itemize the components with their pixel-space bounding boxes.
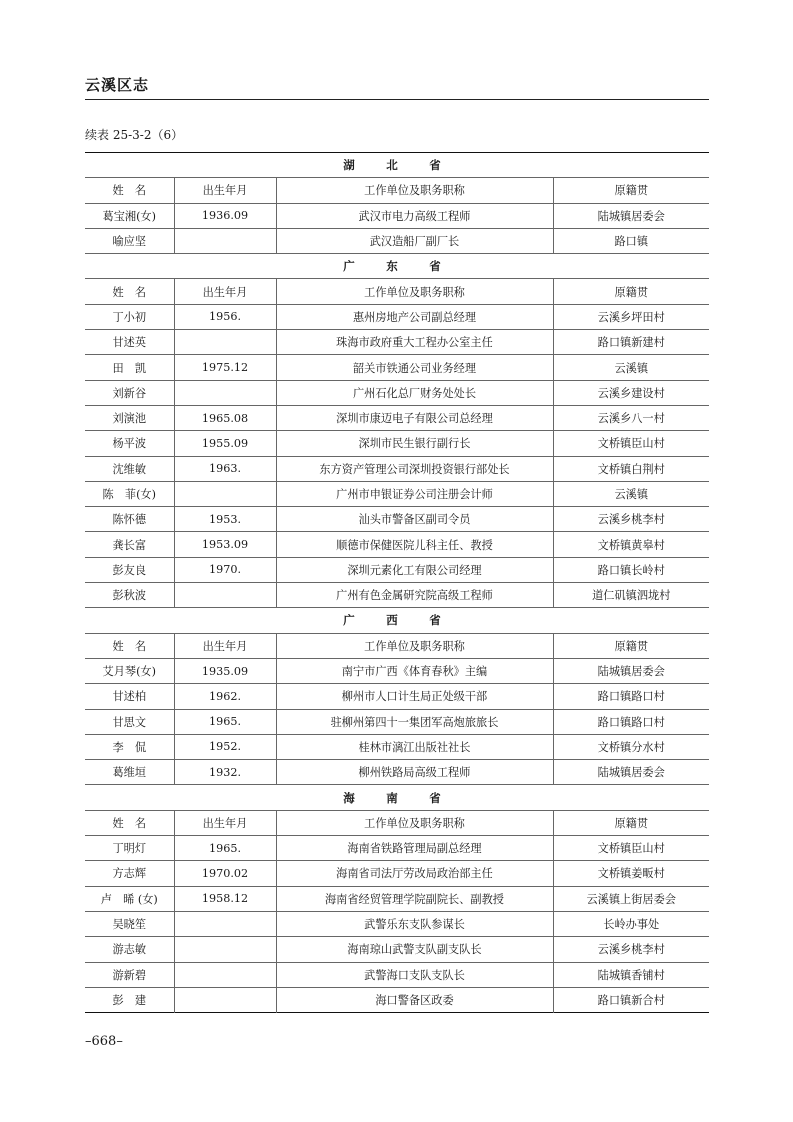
- cell-name: 杨平波: [85, 431, 174, 456]
- cell-workplace-title: 惠州房地产公司副总经理: [276, 304, 553, 329]
- cell-birth: 1953.09: [174, 532, 276, 557]
- table-row: [85, 709, 709, 734]
- cell-birth: 1958.12: [174, 886, 276, 911]
- cell-name: 艾月琴(女): [85, 658, 174, 683]
- cell-native-place: 文桥镇黄皋村: [553, 532, 709, 557]
- cell-workplace-title: 驻柳州第四十一集团军高炮旅旅长: [276, 709, 553, 734]
- province-section-row: [85, 608, 709, 633]
- province-name: 海 南 省: [85, 785, 709, 810]
- cell-workplace-title: 南宁市广西《体育春秋》主编: [276, 658, 553, 683]
- cell-birth: [174, 380, 276, 405]
- running-head: 云溪区志: [85, 76, 150, 94]
- cell-birth: 1970.: [174, 557, 276, 582]
- cell-name: 彭秋波: [85, 583, 174, 608]
- page-number: –668–: [85, 1034, 123, 1049]
- cell-workplace-title: 柳州市人口计生局正处级干部: [276, 684, 553, 709]
- table-row: [85, 456, 709, 481]
- cell-native-place: 文桥镇白荆村: [553, 456, 709, 481]
- cell-native-place: 陆城镇居委会: [553, 203, 709, 228]
- cell-native-place: 云溪乡桃李村: [553, 937, 709, 962]
- personnel-table: [85, 152, 709, 1013]
- cell-birth: [174, 330, 276, 355]
- table-row: [85, 911, 709, 936]
- column-header-row: [85, 178, 709, 203]
- header-name: 姓 名: [85, 178, 174, 203]
- province-name: 广 西 省: [85, 608, 709, 633]
- column-header-row: [85, 633, 709, 658]
- cell-native-place: 文桥镇姜畈村: [553, 861, 709, 886]
- table-row: [85, 228, 709, 253]
- table-row: [85, 987, 709, 1012]
- cell-workplace-title: 海南省经贸管理学院副院长、副教授: [276, 886, 553, 911]
- table-row: [85, 886, 709, 911]
- province-section-row: [85, 254, 709, 279]
- cell-workplace-title: 广州石化总厂财务处处长: [276, 380, 553, 405]
- cell-name: 甘述柏: [85, 684, 174, 709]
- cell-name: 彭友良: [85, 557, 174, 582]
- cell-native-place: 路口镇新建村: [553, 330, 709, 355]
- cell-birth: 1936.09: [174, 203, 276, 228]
- cell-workplace-title: 海南省铁路管理局副总经理: [276, 836, 553, 861]
- cell-native-place: 路口镇: [553, 228, 709, 253]
- cell-birth: [174, 583, 276, 608]
- table-row: [85, 760, 709, 785]
- cell-workplace-title: 广州有色金属研究院高级工程师: [276, 583, 553, 608]
- table-row: [85, 405, 709, 430]
- cell-name: 葛维垣: [85, 760, 174, 785]
- table-row: [85, 734, 709, 759]
- cell-workplace-title: 珠海市政府重大工程办公室主任: [276, 330, 553, 355]
- table-row: [85, 431, 709, 456]
- cell-workplace-title: 顺德市保健医院儿科主任、教授: [276, 532, 553, 557]
- header-name: 姓 名: [85, 279, 174, 304]
- table-row: [85, 937, 709, 962]
- header-native-place: 原籍贯: [553, 633, 709, 658]
- cell-birth: 1965.: [174, 709, 276, 734]
- cell-name: 甘思文: [85, 709, 174, 734]
- cell-name: 田 凯: [85, 355, 174, 380]
- cell-name: 刘演池: [85, 405, 174, 430]
- cell-native-place: 文桥镇臣山村: [553, 836, 709, 861]
- cell-native-place: 路口镇新合村: [553, 987, 709, 1012]
- cell-native-place: 文桥镇分水村: [553, 734, 709, 759]
- cell-birth: 1935.09: [174, 658, 276, 683]
- cell-birth: 1965.: [174, 836, 276, 861]
- cell-name: 陈 菲(女): [85, 481, 174, 506]
- cell-name: 卢 晞 (女): [85, 886, 174, 911]
- cell-workplace-title: 海口警备区政委: [276, 987, 553, 1012]
- cell-birth: [174, 937, 276, 962]
- cell-native-place: 云溪乡八一村: [553, 405, 709, 430]
- table-row: [85, 658, 709, 683]
- cell-native-place: 道仁矶镇泗垅村: [553, 583, 709, 608]
- province-name: 湖 北 省: [343, 158, 451, 173]
- cell-birth: 1975.12: [174, 355, 276, 380]
- cell-birth: 1953.: [174, 507, 276, 532]
- table-row: [85, 532, 709, 557]
- cell-native-place: 路口镇长岭村: [553, 557, 709, 582]
- province-name: 广 东 省: [85, 254, 709, 279]
- province-section-row: [85, 153, 709, 178]
- table-row: [85, 330, 709, 355]
- header-name: 姓 名: [85, 810, 174, 835]
- cell-name: 甘述英: [85, 330, 174, 355]
- column-header-row: [85, 810, 709, 835]
- header-birth: 出生年月: [174, 178, 276, 203]
- table-row: [85, 836, 709, 861]
- cell-name: 彭 建: [85, 987, 174, 1012]
- cell-name: 刘新谷: [85, 380, 174, 405]
- cell-workplace-title: 东方资产管理公司深圳投资银行部处长: [276, 456, 553, 481]
- table-row: [85, 684, 709, 709]
- cell-workplace-title: 桂林市漓江出版社社长: [276, 734, 553, 759]
- cell-name: 方志辉: [85, 861, 174, 886]
- cell-name: 陈怀德: [85, 507, 174, 532]
- cell-workplace-title: 武警海口支队支队长: [276, 962, 553, 987]
- cell-workplace-title: 广州市申银证券公司注册会计师: [276, 481, 553, 506]
- column-header-row: [85, 279, 709, 304]
- cell-birth: 1932.: [174, 760, 276, 785]
- cell-name: 葛宝湘(女): [85, 203, 174, 228]
- cell-workplace-title: 武汉市电力高级工程师: [276, 203, 553, 228]
- header-native-place: 原籍贯: [553, 810, 709, 835]
- cell-birth: 1970.02: [174, 861, 276, 886]
- header-birth: 出生年月: [174, 279, 276, 304]
- table-row: [85, 962, 709, 987]
- cell-name: 龚长富: [85, 532, 174, 557]
- header-workplace-title: 工作单位及职务职称: [276, 279, 553, 304]
- cell-native-place: 陆城镇居委会: [553, 658, 709, 683]
- cell-native-place: 云溪镇: [553, 481, 709, 506]
- header-workplace-title: 工作单位及职务职称: [276, 633, 553, 658]
- cell-native-place: 长岭办事处: [553, 911, 709, 936]
- cell-name: 丁小初: [85, 304, 174, 329]
- cell-native-place: 路口镇路口村: [553, 684, 709, 709]
- cell-name: 丁明灯: [85, 836, 174, 861]
- personnel-table-body: [85, 153, 709, 1013]
- header-workplace-title: 工作单位及职务职称: [276, 810, 553, 835]
- cell-workplace-title: 柳州铁路局高级工程师: [276, 760, 553, 785]
- cell-birth: [174, 228, 276, 253]
- cell-name: 游新碧: [85, 962, 174, 987]
- table-row: [85, 557, 709, 582]
- cell-native-place: 陆城镇香铺村: [553, 962, 709, 987]
- cell-native-place: 云溪镇上街居委会: [553, 886, 709, 911]
- table-row: [85, 481, 709, 506]
- cell-name: 喻应坚: [85, 228, 174, 253]
- cell-birth: 1952.: [174, 734, 276, 759]
- cell-workplace-title: 汕头市警备区副司令员: [276, 507, 553, 532]
- table-row: [85, 507, 709, 532]
- cell-workplace-title: 韶关市铁通公司业务经理: [276, 355, 553, 380]
- cell-workplace-title: 深圳市民生银行副行长: [276, 431, 553, 456]
- header-birth: 出生年月: [174, 633, 276, 658]
- header-native-place: 原籍贯: [553, 178, 709, 203]
- cell-workplace-title: 深圳市康迈电子有限公司总经理: [276, 405, 553, 430]
- cell-birth: [174, 962, 276, 987]
- cell-native-place: 云溪乡建设村: [553, 380, 709, 405]
- cell-name: 游志敏: [85, 937, 174, 962]
- cell-workplace-title: 武汉造船厂副厂长: [276, 228, 553, 253]
- cell-birth: [174, 911, 276, 936]
- table-row: [85, 861, 709, 886]
- header-birth: 出生年月: [174, 810, 276, 835]
- cell-birth: 1962.: [174, 684, 276, 709]
- table-row: [85, 380, 709, 405]
- cell-name: 沈维敏: [85, 456, 174, 481]
- cell-name: 李 侃: [85, 734, 174, 759]
- header-name: 姓 名: [85, 633, 174, 658]
- cell-native-place: 云溪镇: [553, 355, 709, 380]
- cell-birth: [174, 987, 276, 1012]
- cell-native-place: 云溪乡桃李村: [553, 507, 709, 532]
- table-row: [85, 203, 709, 228]
- cell-birth: 1965.08: [174, 405, 276, 430]
- cell-birth: 1956.: [174, 304, 276, 329]
- cell-native-place: 文桥镇臣山村: [553, 431, 709, 456]
- table-caption: 续表 25-3-2（6）: [85, 128, 184, 142]
- table-row: [85, 304, 709, 329]
- cell-workplace-title: 海南琼山武警支队副支队长: [276, 937, 553, 962]
- province-section-row: [85, 785, 709, 810]
- table-row: [85, 355, 709, 380]
- cell-birth: 1963.: [174, 456, 276, 481]
- cell-workplace-title: 武警乐东支队参谋长: [276, 911, 553, 936]
- header-workplace-title: 工作单位及职务职称: [276, 178, 553, 203]
- cell-native-place: 陆城镇居委会: [553, 760, 709, 785]
- cell-name: 吴晓笙: [85, 911, 174, 936]
- cell-native-place: 云溪乡坪田村: [553, 304, 709, 329]
- cell-birth: 1955.09: [174, 431, 276, 456]
- cell-birth: [174, 481, 276, 506]
- header-native-place: 原籍贯: [553, 279, 709, 304]
- header-rule: [85, 99, 709, 100]
- cell-workplace-title: 深圳元素化工有限公司经理: [276, 557, 553, 582]
- cell-native-place: 路口镇路口村: [553, 709, 709, 734]
- cell-workplace-title: 海南省司法厅劳改局政治部主任: [276, 861, 553, 886]
- table-row: [85, 583, 709, 608]
